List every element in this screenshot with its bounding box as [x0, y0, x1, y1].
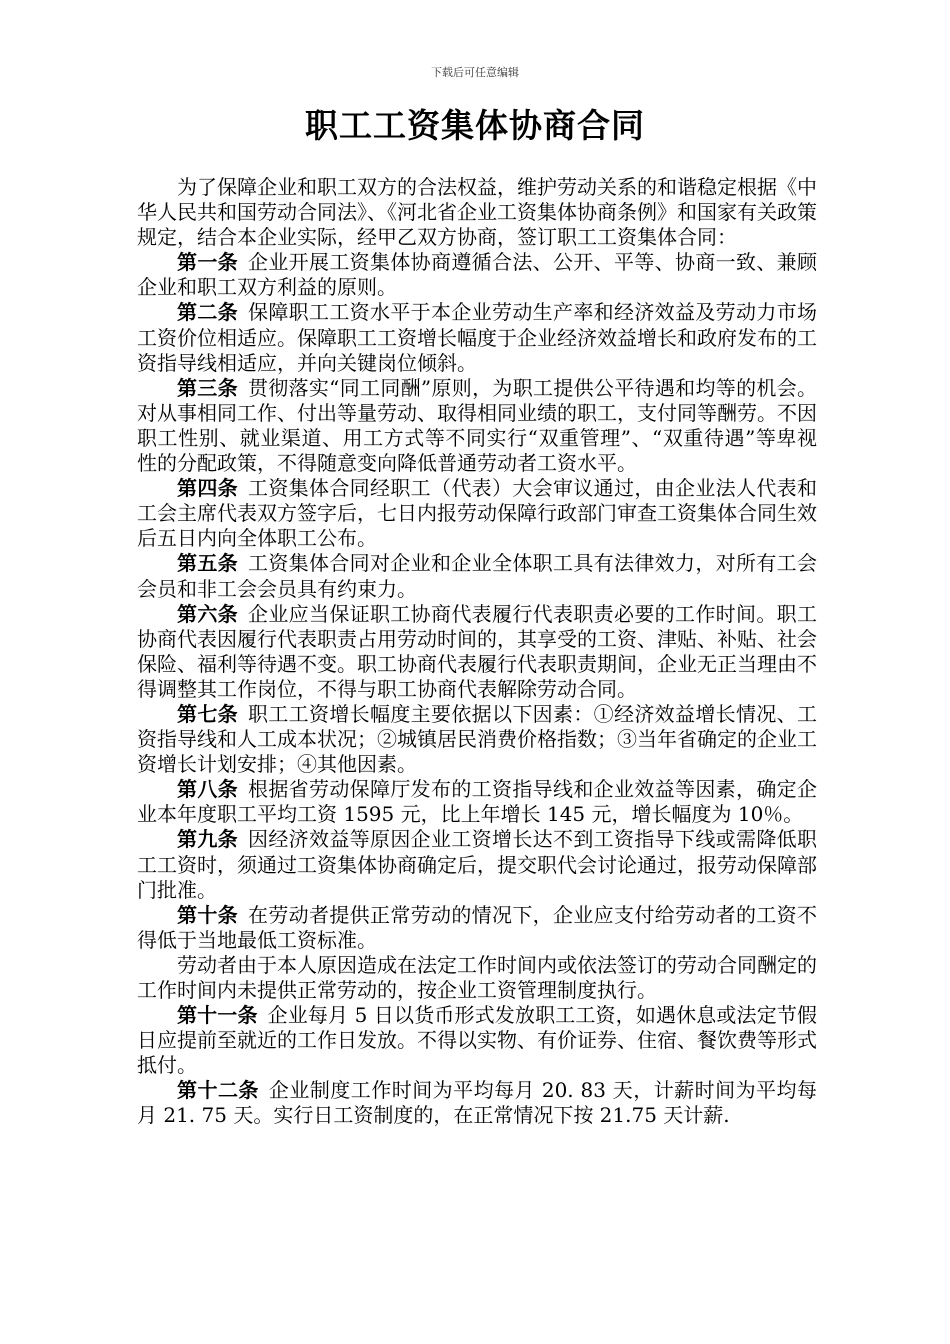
article-11	[137, 1003, 817, 1078]
article-12-heading: 第十二条	[177, 1078, 259, 1103]
article-4-heading: 第四条	[177, 476, 238, 501]
preamble-paragraph: 为了保障企业和职工双方的合法权益，维护劳动关系的和谐稳定根据《中华人民共和国劳动合同法》、《河北省企业工资集体协商条例》和国家有关政策规定，结合本企业实际，经甲乙双方协商，签订职工工资集体合同：	[137, 175, 817, 250]
article-4	[137, 476, 817, 551]
article-2-text: 保障职工工资水平于本企业劳动生产率和经济效益及劳动力市场工资价位相适应。保障职工工资增长幅度于企业经济效益增长和政府发布的工资指导线相适应，并向关键岗位倾斜。	[137, 300, 817, 375]
article-1-text: 企业开展工资集体协商遵循合法、公开、平等、协商一致、兼顾企业和职工双方利益的原则。	[137, 250, 817, 300]
article-10-text: 在劳动者提供正常劳动的情况下，企业应支付给劳动者的工资不得低于当地最低工资标准。	[137, 902, 817, 952]
article-10-heading: 第十条	[177, 902, 238, 927]
article-6-text: 企业应当保证职工协商代表履行代表职责必要的工作时间。职工协商代表因履行代表职责占用劳动时间的，其享受的工资、津贴、补贴、社会保险、福利等待遇不变。职工协商代表履行代表职责期间，企业无正当理由不得调整其工作岗位，不得与职工协商代表解除劳动合同。	[137, 601, 817, 701]
article-7-text: 职工工资增长幅度主要依据以下因素：①经济效益增长情况、工资指导线和人工成本状况；②城镇居民消费价格指数；③当年省确定的企业工资增长计划安排；④其他因素。	[137, 701, 817, 777]
article-11-text: 企业每月 5 日以货币形式发放职工工资，如遇休息或法定节假日应提前至就近的工作日发放。不得以实物、有价证券、住宿、餐饮费等形式抵付。	[137, 1003, 817, 1078]
document-title: 职工工资集体协商合同	[305, 106, 645, 145]
article-8	[137, 777, 817, 827]
article-10-continuation	[137, 953, 817, 1003]
article-7	[137, 702, 817, 777]
article-1-heading: 第一条	[177, 250, 238, 275]
article-2	[137, 300, 817, 375]
article-3	[137, 376, 817, 476]
header-note: 下载后可任意编辑	[431, 66, 519, 79]
article-12	[137, 1078, 817, 1128]
article-10-continuation-text: 劳动者由于本人原因造成在法定工作时间内或依法签订的劳动合同酬定的工作时间内未提供正常劳动的，按企业工资管理制度执行。	[137, 952, 817, 1002]
article-5-text: 工资集体合同对企业和企业全体职工具有法律效力，对所有工会会员和非工会会员具有约束力。	[137, 551, 817, 601]
article-6-heading: 第六条	[177, 601, 238, 626]
article-8-heading: 第八条	[177, 777, 238, 802]
article-9-heading: 第九条	[177, 827, 238, 852]
article-12-text: 企业制度工作时间为平均每月 20. 83 天，计薪时间为平均每月 21. 75 天。实行日工资制度的，在正常情况下按 21.75 天计薪.	[137, 1078, 818, 1128]
article-11-heading: 第十一条	[177, 1003, 258, 1028]
document-body	[137, 175, 817, 1129]
article-6	[137, 602, 817, 702]
article-9	[137, 827, 817, 902]
article-5-heading: 第五条	[177, 551, 238, 576]
article-5	[137, 551, 817, 601]
article-2-heading: 第二条	[177, 300, 238, 325]
article-3-heading: 第三条	[177, 375, 238, 400]
article-4-text: 工资集体合同经职工（代表）大会审议通过，由企业法人代表和工会主席代表双方签字后，七日内报劳动保障行政部门审查工资集体合同生效后五日内向全体职工公布。	[137, 476, 817, 551]
article-3-text: 贯彻落实“同工同酬”原则，为职工提供公平待遇和均等的机会。对从事相同工作、付出等量劳动、取得相同业绩的职工，支付同等酬劳。不因职工性别、就业渠道、用工方式等不同实行“双重管理”、“双重待遇”等卑视性的分配政策，不得随意变向降低普通劳动者工资水平。	[137, 375, 818, 476]
article-10	[137, 903, 817, 953]
article-7-heading: 第七条	[177, 701, 238, 726]
article-8-text: 根据省劳动保障厅发布的工资指导线和企业效益等因素，确定企业本年度职工平均工资 1595 元，比上年增长 145 元，增长幅度为 10％。	[137, 777, 817, 827]
article-9-text: 因经济效益等原因企业工资增长达不到工资指导下线或需降低职工工资时，须通过工资集体协商确定后，提交职代会讨论通过，报劳动保障部门批准。	[137, 827, 817, 902]
article-1	[137, 250, 817, 300]
